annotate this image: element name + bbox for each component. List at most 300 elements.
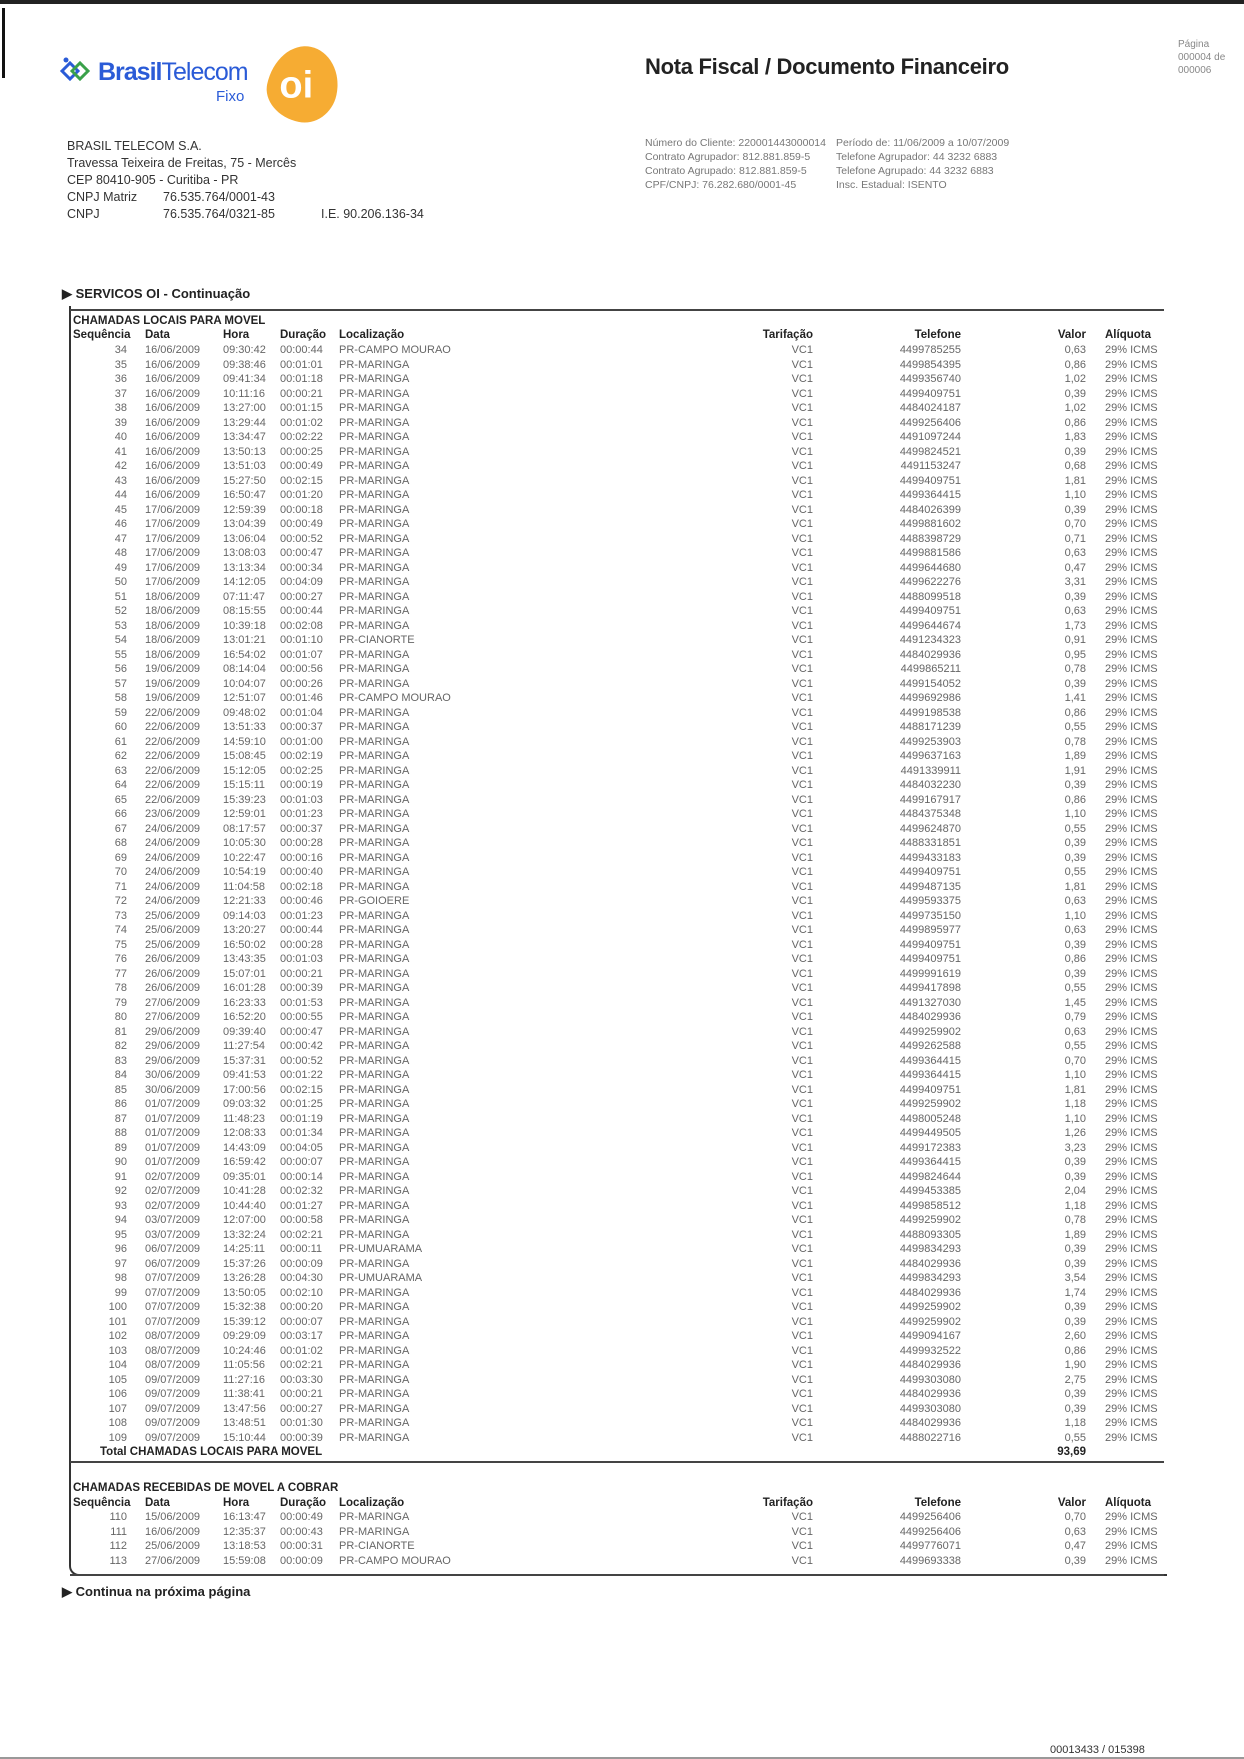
cell-value: 0,39 <box>1064 503 1086 516</box>
cell-time: 13:06:04 <box>223 532 266 545</box>
cell-tariff: VC1 <box>791 692 813 704</box>
cell-tariff: VC1 <box>791 648 813 661</box>
cell-phone: 4499094167 <box>899 1330 961 1342</box>
cell-value: 0,63 <box>1064 1025 1086 1038</box>
table-row <box>0 1243 1244 1257</box>
cell-duration: 00:00:25 <box>280 445 323 458</box>
cell-location: PR-UMUARAMA <box>339 1272 423 1284</box>
cell-sequence: 77 <box>114 967 127 980</box>
cell-tariff: VC1 <box>791 619 813 632</box>
cell-date: 24/06/2009 <box>145 822 201 835</box>
cell-phone: 4499895977 <box>899 924 961 936</box>
cell-sequence: 78 <box>114 982 127 994</box>
cell-duration: 00:00:49 <box>280 460 323 472</box>
cell-duration: 00:00:40 <box>280 866 323 878</box>
cell-date: 29/06/2009 <box>145 1025 201 1038</box>
cell-sequence: 89 <box>114 1141 127 1154</box>
cell-phone: 4499409751 <box>899 605 961 617</box>
cell-phone: 4499259902 <box>899 1098 961 1110</box>
cell-tax-rate: 29% ICMS <box>1105 677 1158 690</box>
cell-tariff: VC1 <box>791 1402 813 1415</box>
cell-tariff: VC1 <box>791 445 813 458</box>
cell-location: PR-MARINGA <box>339 982 410 994</box>
cell-tax-rate: 29% ICMS <box>1105 880 1158 893</box>
column-header-sequence: Sequência <box>73 1497 131 1509</box>
cell-sequence: 75 <box>114 938 127 951</box>
cell-sequence: 39 <box>114 416 127 429</box>
cell-phone: 4488093305 <box>899 1228 961 1241</box>
cell-duration: 00:00:31 <box>280 1540 323 1552</box>
cell-location: PR-MARINGA <box>339 358 410 371</box>
cell-value: 0,39 <box>1064 851 1086 864</box>
cell-duration: 00:03:17 <box>280 1330 323 1342</box>
cell-duration: 00:01:10 <box>280 634 323 646</box>
cell-tariff: VC1 <box>791 953 813 965</box>
cell-date: 24/06/2009 <box>145 837 201 849</box>
cell-duration: 00:00:43 <box>280 1525 323 1538</box>
cell-location: PR-MARINGA <box>339 1315 410 1328</box>
cell-date: 19/06/2009 <box>145 663 201 675</box>
cell-value: 1,18 <box>1064 1199 1086 1212</box>
cell-date: 01/07/2009 <box>145 1098 201 1110</box>
cell-time: 12:35:37 <box>223 1525 266 1538</box>
cell-duration: 00:00:07 <box>280 1156 323 1168</box>
cell-date: 18/06/2009 <box>145 605 201 617</box>
cell-location: PR-MARINGA <box>339 619 410 632</box>
cell-time: 10:04:07 <box>223 677 266 690</box>
cell-duration: 00:03:30 <box>280 1373 323 1386</box>
cell-time: 16:01:28 <box>223 982 266 994</box>
cell-duration: 00:02:08 <box>280 619 323 632</box>
cell-date: 24/06/2009 <box>145 895 201 907</box>
cell-location: PR-MARINGA <box>339 938 410 951</box>
cell-date: 08/07/2009 <box>145 1344 201 1357</box>
cell-date: 16/06/2009 <box>145 445 201 458</box>
cell-duration: 00:00:49 <box>280 1511 323 1523</box>
cell-phone: 4499417898 <box>899 982 961 994</box>
cell-value: 1,02 <box>1064 402 1086 414</box>
cell-tax-rate: 29% ICMS <box>1105 663 1158 675</box>
cell-value: 1,10 <box>1064 808 1086 820</box>
cell-time: 16:50:47 <box>223 489 266 501</box>
cell-time: 14:59:10 <box>223 735 266 748</box>
cell-value: 0,86 <box>1064 358 1086 371</box>
cell-phone: 4499259902 <box>899 1315 961 1328</box>
cell-tariff: VC1 <box>791 706 813 719</box>
cell-location: PR-MARINGA <box>339 648 410 661</box>
column-header-tax-rate: Alíquota <box>1105 329 1151 341</box>
cell-duration: 00:00:37 <box>280 822 323 835</box>
cell-tax-rate: 29% ICMS <box>1105 1344 1158 1357</box>
cell-date: 23/06/2009 <box>145 808 201 820</box>
table-row <box>0 1069 1244 1083</box>
table-row <box>0 678 1244 692</box>
cell-location: PR-MARINGA <box>339 1373 410 1386</box>
cell-time: 09:03:32 <box>223 1098 266 1110</box>
table-row <box>0 1374 1244 1388</box>
cell-phone: 4498005248 <box>899 1112 961 1125</box>
cell-tariff: VC1 <box>791 1112 813 1125</box>
cell-tariff: VC1 <box>791 1344 813 1357</box>
cell-tariff: VC1 <box>791 474 813 487</box>
cell-location: PR-MARINGA <box>339 1025 410 1038</box>
cell-sequence: 52 <box>114 605 127 617</box>
cell-phone: 4499858512 <box>899 1199 961 1212</box>
cell-tax-rate: 29% ICMS <box>1105 1315 1158 1328</box>
cell-phone: 4491153247 <box>900 460 961 472</box>
cell-value: 1,10 <box>1064 489 1086 501</box>
cell-tariff: VC1 <box>791 982 813 994</box>
cell-location: PR-CIANORTE <box>339 1540 415 1552</box>
cell-duration: 00:02:18 <box>280 880 323 893</box>
page-indicator: Página 000004 de 000006 <box>1178 39 1226 76</box>
cell-time: 11:27:54 <box>223 1040 266 1052</box>
cell-phone: 4484029936 <box>899 1286 961 1299</box>
cell-time: 10:44:40 <box>223 1199 266 1212</box>
table-row <box>0 953 1244 967</box>
table-row <box>0 895 1244 909</box>
total-row <box>0 1446 1244 1460</box>
cell-value: 1,45 <box>1064 996 1086 1009</box>
cell-location: PR-CAMPO MOURAO <box>339 344 451 356</box>
cell-sequence: 92 <box>114 1185 127 1197</box>
cell-tax-rate: 29% ICMS <box>1105 1417 1158 1429</box>
cell-sequence: 111 <box>110 1525 127 1538</box>
table-row <box>0 1055 1244 1069</box>
cell-date: 22/06/2009 <box>145 764 201 777</box>
cell-time: 16:50:02 <box>223 938 266 951</box>
cell-time: 08:17:57 <box>223 822 266 835</box>
cell-date: 19/06/2009 <box>145 692 201 704</box>
cell-phone: 4499433183 <box>899 851 961 864</box>
cell-phone: 4499785255 <box>899 344 961 356</box>
cell-value: 1,41 <box>1064 692 1086 704</box>
cell-value: 0,55 <box>1064 982 1086 994</box>
cell-tax-rate: 29% ICMS <box>1105 1127 1158 1139</box>
cell-location: PR-MARINGA <box>339 880 410 893</box>
cell-phone: 4499259902 <box>899 1301 961 1313</box>
cell-duration: 00:00:09 <box>280 1257 323 1270</box>
cell-location: PR-MARINGA <box>339 1127 410 1139</box>
cell-time: 17:00:56 <box>223 1083 266 1096</box>
cell-date: 29/06/2009 <box>145 1054 201 1067</box>
cell-time: 10:22:47 <box>223 851 266 864</box>
cell-value: 0,78 <box>1064 663 1086 675</box>
cell-tariff: VC1 <box>791 460 813 472</box>
cell-sequence: 66 <box>114 808 127 820</box>
cell-sequence: 80 <box>114 1011 127 1023</box>
cell-phone: 4484029936 <box>899 1388 961 1400</box>
cell-value: 0,91 <box>1064 634 1086 646</box>
cell-time: 15:37:31 <box>223 1054 266 1067</box>
cell-tariff: VC1 <box>791 1373 813 1386</box>
cell-tariff: VC1 <box>791 938 813 951</box>
cell-location: PR-CAMPO MOURAO <box>339 692 451 704</box>
table-row <box>0 1432 1244 1446</box>
cell-tax-rate: 29% ICMS <box>1105 1431 1158 1444</box>
total-label: Total CHAMADAS LOCAIS PARA MOVEL <box>100 1446 323 1458</box>
cell-date: 17/06/2009 <box>145 503 201 516</box>
cell-tax-rate: 29% ICMS <box>1105 416 1158 429</box>
cell-phone: 4499303080 <box>899 1402 961 1415</box>
table-row <box>0 1316 1244 1330</box>
cell-tariff: VC1 <box>791 866 813 878</box>
cell-location: PR-MARINGA <box>339 445 410 458</box>
cell-tax-rate: 29% ICMS <box>1105 1373 1158 1386</box>
cell-tariff: VC1 <box>791 1431 813 1444</box>
table-row <box>0 1040 1244 1054</box>
table-row <box>0 533 1244 547</box>
table-row <box>0 417 1244 431</box>
cell-value: 0,86 <box>1064 793 1086 806</box>
cell-tariff: VC1 <box>791 909 813 922</box>
cell-value: 0,63 <box>1064 1525 1086 1538</box>
cell-time: 16:59:42 <box>223 1156 266 1168</box>
cell-value: 1,10 <box>1064 909 1086 922</box>
cell-tariff: VC1 <box>791 895 813 907</box>
cell-sequence: 50 <box>114 576 127 588</box>
section-title: ▶ SERVICOS OI - Continuação <box>62 286 251 301</box>
cell-sequence: 71 <box>114 880 127 893</box>
cell-tax-rate: 29% ICMS <box>1105 1359 1158 1371</box>
cell-duration: 00:02:15 <box>280 474 323 487</box>
column-header-value: Valor <box>1057 1497 1086 1509</box>
cell-duration: 00:01:01 <box>280 358 323 371</box>
cell-phone: 4484029936 <box>899 1011 961 1023</box>
cell-location: PR-MARINGA <box>339 1359 410 1371</box>
cell-value: 1,10 <box>1064 1112 1086 1125</box>
divider <box>70 1461 1164 1463</box>
cell-location: PR-MARINGA <box>339 677 410 690</box>
table-row <box>0 620 1244 634</box>
cell-date: 01/07/2009 <box>145 1141 201 1154</box>
cell-duration: 00:00:58 <box>280 1214 323 1226</box>
cell-date: 18/06/2009 <box>145 648 201 661</box>
cell-time: 09:39:40 <box>223 1025 266 1038</box>
cell-tariff: VC1 <box>791 1286 813 1299</box>
cell-duration: 00:00:28 <box>280 837 323 849</box>
cell-tariff: VC1 <box>791 677 813 690</box>
cell-phone: 4499409751 <box>899 387 961 400</box>
table-row <box>0 1287 1244 1301</box>
cell-duration: 00:00:39 <box>280 1431 323 1444</box>
column-header-time: Hora <box>223 329 250 341</box>
cell-date: 07/07/2009 <box>145 1272 201 1284</box>
cell-duration: 00:01:46 <box>280 692 323 704</box>
cell-date: 02/07/2009 <box>145 1185 201 1197</box>
cell-tax-rate: 29% ICMS <box>1105 735 1158 748</box>
column-header-phone: Telefone <box>914 1497 961 1509</box>
cell-phone: 4488022716 <box>899 1431 961 1444</box>
table-row <box>0 779 1244 793</box>
cell-phone: 4499453385 <box>899 1185 961 1197</box>
cell-tariff: VC1 <box>791 561 813 574</box>
cell-tax-rate: 29% ICMS <box>1105 1257 1158 1270</box>
cell-date: 22/06/2009 <box>145 706 201 719</box>
cell-duration: 00:00:27 <box>280 590 323 603</box>
cell-phone: 4499593375 <box>899 895 961 907</box>
cell-tax-rate: 29% ICMS <box>1105 866 1158 878</box>
cell-phone: 4499364415 <box>899 1054 961 1067</box>
table-row <box>0 910 1244 924</box>
cell-tax-rate: 29% ICMS <box>1105 1054 1158 1067</box>
cell-date: 02/07/2009 <box>145 1199 201 1212</box>
cell-tax-rate: 29% ICMS <box>1105 1388 1158 1400</box>
cell-time: 15:07:01 <box>223 967 266 980</box>
cell-sequence: 95 <box>114 1228 127 1241</box>
cell-sequence: 42 <box>114 460 127 472</box>
cell-phone: 4499303080 <box>899 1373 961 1386</box>
cell-value: 0,63 <box>1064 547 1086 559</box>
cell-location: PR-CIANORTE <box>339 634 415 646</box>
table-row <box>0 968 1244 982</box>
cell-tariff: VC1 <box>791 402 813 414</box>
cell-date: 24/06/2009 <box>145 880 201 893</box>
cell-value: 3,31 <box>1064 576 1086 588</box>
cell-date: 16/06/2009 <box>145 1525 201 1538</box>
cell-date: 19/06/2009 <box>145 677 201 690</box>
table-row <box>0 1330 1244 1344</box>
cell-value: 0,39 <box>1064 1388 1086 1400</box>
cell-time: 12:21:33 <box>223 895 266 907</box>
cell-tariff: VC1 <box>791 880 813 893</box>
cell-tax-rate: 29% ICMS <box>1105 1098 1158 1110</box>
cell-phone: 4499834293 <box>899 1243 961 1255</box>
cell-phone: 4499262588 <box>899 1040 961 1052</box>
cell-duration: 00:01:53 <box>280 996 323 1009</box>
cell-date: 09/07/2009 <box>145 1373 201 1386</box>
cell-tax-rate: 29% ICMS <box>1105 1301 1158 1313</box>
cell-phone: 4488398729 <box>899 532 961 545</box>
cell-phone: 4499487135 <box>899 880 961 893</box>
table-row <box>0 649 1244 663</box>
cell-tariff: VC1 <box>791 1301 813 1313</box>
cell-tariff: VC1 <box>791 808 813 820</box>
cell-phone: 4499932522 <box>899 1344 961 1357</box>
cell-value: 1,10 <box>1064 1069 1086 1081</box>
cell-time: 12:59:01 <box>223 808 266 820</box>
cell-duration: 00:01:23 <box>280 808 323 820</box>
cell-sequence: 79 <box>114 996 127 1009</box>
cell-location: PR-MARINGA <box>339 1069 410 1081</box>
cell-location: PR-MARINGA <box>339 547 410 559</box>
cell-tax-rate: 29% ICMS <box>1105 1540 1158 1552</box>
cell-location: PR-MARINGA <box>339 996 410 1009</box>
cell-time: 13:50:05 <box>223 1286 266 1299</box>
cell-date: 06/07/2009 <box>145 1257 201 1270</box>
cell-tariff: VC1 <box>791 996 813 1009</box>
cell-value: 1,18 <box>1064 1417 1086 1429</box>
cell-sequence: 91 <box>114 1170 127 1183</box>
table-row <box>0 982 1244 996</box>
cell-duration: 00:00:21 <box>280 387 323 400</box>
cell-date: 30/06/2009 <box>145 1069 201 1081</box>
table-row <box>0 518 1244 532</box>
cell-sequence: 98 <box>114 1272 127 1284</box>
column-header-tax-rate: Alíquota <box>1105 1497 1151 1509</box>
cell-duration: 00:01:02 <box>280 1344 323 1357</box>
cell-duration: 00:01:15 <box>280 402 323 414</box>
cell-tariff: VC1 <box>791 1170 813 1183</box>
table-row <box>0 1011 1244 1025</box>
cell-tax-rate: 29% ICMS <box>1105 402 1158 414</box>
cell-tax-rate: 29% ICMS <box>1105 358 1158 371</box>
cell-phone: 4499991619 <box>899 967 961 980</box>
cell-value: 1,73 <box>1064 619 1086 632</box>
cell-tax-rate: 29% ICMS <box>1105 1069 1158 1081</box>
cell-duration: 00:01:22 <box>280 1069 323 1081</box>
cell-value: 0,95 <box>1064 648 1086 661</box>
cell-time: 10:24:46 <box>223 1344 266 1357</box>
cell-sequence: 69 <box>114 851 127 864</box>
cell-date: 16/06/2009 <box>145 402 201 414</box>
brasil-telecom-icon <box>58 56 92 86</box>
cell-time: 16:23:33 <box>223 996 266 1009</box>
cell-value: 0,63 <box>1064 895 1086 907</box>
cell-time: 09:29:09 <box>223 1330 266 1342</box>
cell-phone: 4499364415 <box>899 1156 961 1168</box>
cell-sequence: 58 <box>114 692 127 704</box>
cell-sequence: 104 <box>108 1359 127 1371</box>
cell-tax-rate: 29% ICMS <box>1105 779 1158 791</box>
cell-value: 0,63 <box>1064 605 1086 617</box>
cell-date: 22/06/2009 <box>145 750 201 762</box>
cell-duration: 00:04:30 <box>280 1272 323 1284</box>
cell-sequence: 101 <box>108 1315 127 1328</box>
cell-sequence: 70 <box>114 866 127 878</box>
cell-value: 0,39 <box>1064 1301 1086 1313</box>
cell-location: PR-MARINGA <box>339 1156 410 1168</box>
cell-duration: 00:00:21 <box>280 1388 323 1400</box>
cell-sequence: 100 <box>108 1301 127 1313</box>
cell-value: 0,39 <box>1064 1243 1086 1255</box>
cell-date: 22/06/2009 <box>145 779 201 791</box>
cell-date: 16/06/2009 <box>145 373 201 385</box>
cell-phone: 4484029936 <box>899 1417 961 1429</box>
cell-time: 15:27:50 <box>223 474 266 487</box>
cell-sequence: 55 <box>114 648 127 661</box>
cell-tax-rate: 29% ICMS <box>1105 1185 1158 1197</box>
cell-value: 0,39 <box>1064 1170 1086 1183</box>
cell-location: PR-MARINGA <box>339 489 410 501</box>
cell-tax-rate: 29% ICMS <box>1105 721 1158 733</box>
cell-tariff: VC1 <box>791 532 813 545</box>
cell-sequence: 61 <box>114 735 127 748</box>
cell-tax-rate: 29% ICMS <box>1105 503 1158 516</box>
cell-value: 0,39 <box>1064 779 1086 791</box>
cell-phone: 4499409751 <box>899 866 961 878</box>
cell-location: PR-MARINGA <box>339 967 410 980</box>
cell-location: PR-MARINGA <box>339 460 410 472</box>
cell-sequence: 84 <box>114 1069 127 1081</box>
cell-location: PR-MARINGA <box>339 1098 410 1110</box>
cell-tax-rate: 29% ICMS <box>1105 1156 1158 1168</box>
cell-sequence: 44 <box>114 489 127 501</box>
cell-tax-rate: 29% ICMS <box>1105 808 1158 820</box>
cell-tax-rate: 29% ICMS <box>1105 822 1158 835</box>
cell-location: PR-CAMPO MOURAO <box>339 1554 451 1567</box>
cell-tax-rate: 29% ICMS <box>1105 1025 1158 1038</box>
brand-sub: Fixo <box>216 88 245 105</box>
cell-value: 0,71 <box>1064 532 1086 545</box>
column-header-sequence: Sequência <box>73 329 131 341</box>
cell-phone: 4499364415 <box>899 489 961 501</box>
cell-duration: 00:02:15 <box>280 1083 323 1096</box>
cell-sequence: 64 <box>114 779 127 791</box>
cell-phone: 4499256406 <box>899 1525 961 1538</box>
cell-tariff: VC1 <box>791 344 813 356</box>
cell-duration: 00:00:47 <box>280 1025 323 1038</box>
